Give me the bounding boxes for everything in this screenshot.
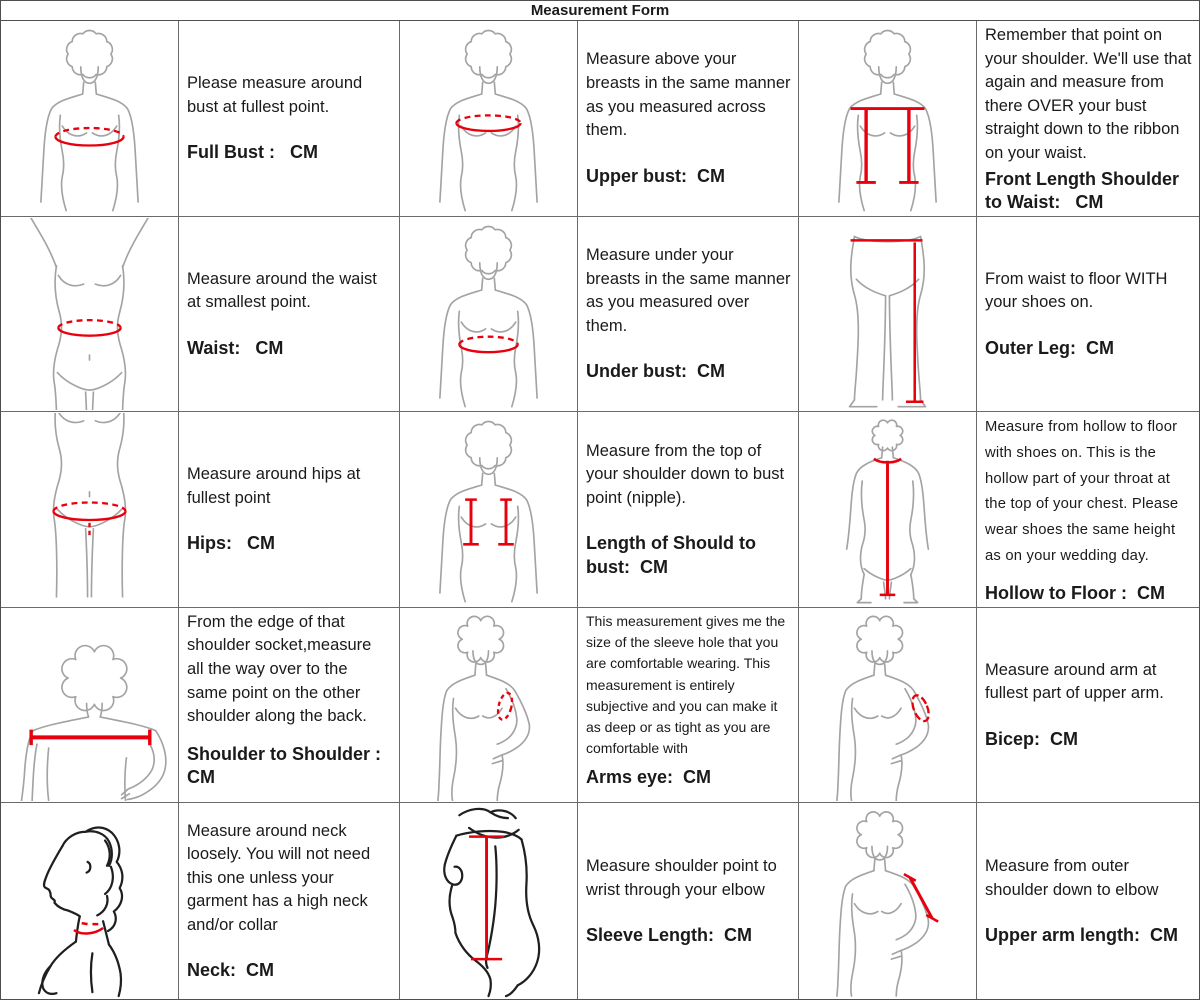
instruction-text: Measure shoulder point to wrist through your elbow	[586, 856, 782, 899]
bicep-figure	[800, 609, 975, 802]
cell-shoulder-to-bust-figure	[400, 412, 578, 608]
cell-upper-arm-length-figure	[799, 803, 977, 999]
measurement-label: Outer Leg: CM	[985, 337, 1114, 358]
measurement-label: Neck: CM	[187, 960, 275, 981]
under-bust-figure	[401, 218, 576, 411]
shoulder-to-shoulder-figure	[2, 609, 177, 802]
cell-sleeve-length-text	[578, 803, 799, 999]
cell-outer-leg-figure	[799, 217, 977, 413]
cell-upper-bust-figure	[400, 21, 578, 217]
arms-eye-figure	[401, 609, 576, 802]
cell-hips-text	[179, 412, 400, 608]
cell-neck-text	[179, 803, 400, 999]
cell-full-bust-text	[179, 21, 400, 217]
cell-outer-leg-text	[977, 217, 1199, 413]
cell-shoulder-to-shoulder-figure	[1, 608, 179, 804]
instruction-text: Measure from outer shoulder down to elbow	[985, 856, 1159, 899]
neck-figure	[2, 804, 177, 998]
measurement-label: Arms eye: CM	[586, 766, 712, 787]
cell-front-length-figure	[799, 21, 977, 217]
instruction-text: Measure around neck loosely. You will not need this one unless your garment has a high neck and/or collar	[187, 821, 375, 934]
cell-sleeve-length-figure	[400, 803, 578, 999]
cell-bicep-figure	[799, 608, 977, 804]
measurement-label: Upper bust: CM	[586, 165, 725, 186]
cell-shoulder-to-shoulder-text	[179, 608, 400, 804]
cell-hollow-to-floor-text	[977, 412, 1199, 608]
measurement-label: Sleeve Length: CM	[586, 925, 753, 946]
front-length-shoulder-to-waist-figure	[800, 22, 975, 215]
cell-arms-eye-text	[578, 608, 799, 804]
cell-shoulder-to-bust-text	[578, 412, 799, 608]
cell-hollow-to-floor-figure	[799, 412, 977, 608]
upper-bust-figure	[401, 22, 576, 215]
instruction-text: Measure around hips at fullest point	[187, 465, 365, 507]
instruction-text: From the edge of that shoulder socket,measure all the way over to the same point on the other shoulder along the back.	[187, 612, 376, 726]
waist-figure	[2, 218, 177, 411]
measurement-label: Upper arm length: CM	[985, 925, 1179, 946]
measurement-label: Front Length Shoulder to Waist: CM	[985, 168, 1184, 212]
cell-front-length-text	[977, 21, 1199, 217]
instruction-text: From waist to floor WITH your shoes on.	[985, 269, 1173, 312]
hollow-to-floor-figure	[800, 413, 975, 606]
cell-hips-figure	[1, 412, 179, 608]
measurement-label: Hollow to Floor : CM	[985, 582, 1165, 603]
instruction-text: This measurement gives me the size of the sleeve hole that you are comfortable wearing. This measurement is entirely subjective and you can make it as deep or as tight as you are comfortable with	[586, 612, 790, 757]
measurement-label: Bicep: CM	[985, 728, 1079, 749]
cell-upper-arm-length-text	[977, 803, 1199, 999]
instruction-text: Measure around the waist at smallest point.	[187, 269, 382, 312]
measurement-label: Length of Should to bust: CM	[586, 533, 761, 577]
cell-waist-figure	[1, 217, 179, 413]
cell-under-bust-figure	[400, 217, 578, 413]
instruction-text: Please measure around bust at fullest point.	[187, 74, 367, 116]
instruction-text: Measure from hollow to floor with shoes on. This is the hollow part of your throat at the top of your chest. Please wear shoes the same height as on your wedding day.	[985, 419, 1183, 564]
measurement-label: Hips: CM	[187, 533, 275, 554]
hips-figure	[2, 413, 177, 606]
cell-waist-text	[179, 217, 400, 413]
instruction-text: Measure above your breasts in the same manner as you measured across them.	[586, 50, 796, 140]
measurement-label: Under bust: CM	[586, 361, 725, 382]
instruction-text: Measure around arm at fullest part of upper arm.	[985, 660, 1164, 703]
instruction-text: Measure from the top of your shoulder down to bust point (nipple).	[586, 441, 789, 507]
form-title: Measurement Form	[1, 1, 1199, 21]
outer-leg-figure	[800, 218, 975, 411]
length-of-shoulder-to-bust-figure	[401, 413, 576, 606]
cell-under-bust-text	[578, 217, 799, 413]
measurement-label: Shoulder to Shoulder : CM	[187, 743, 387, 788]
full-bust-figure	[2, 22, 177, 215]
cell-bicep-text	[977, 608, 1199, 804]
cell-upper-bust-text	[578, 21, 799, 217]
instruction-text: Remember that point on your shoulder. We'll use that again and measure from there OVER your bust straight down to the ribbon on your waist.	[985, 26, 1197, 162]
instruction-text: Measure under your breasts in the same manner as you measured over them.	[586, 246, 796, 335]
upper-arm-length-figure	[800, 804, 975, 998]
sleeve-length-figure	[401, 804, 576, 998]
measurement-label: Full Bust : CM	[187, 142, 318, 163]
cell-full-bust-figure	[1, 21, 179, 217]
cell-neck-figure	[1, 803, 179, 999]
measurement-label: Waist: CM	[187, 337, 284, 358]
cell-arms-eye-figure	[400, 608, 578, 804]
